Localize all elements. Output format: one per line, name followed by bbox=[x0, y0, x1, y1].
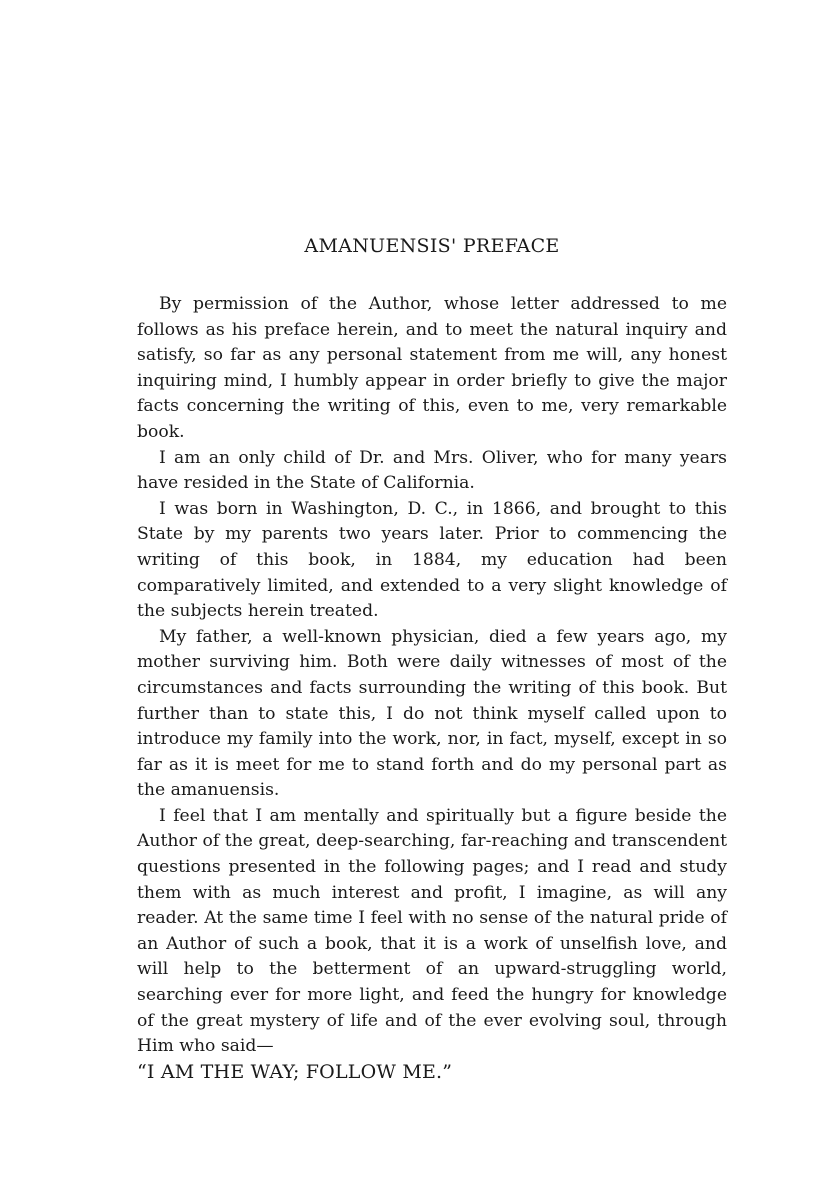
paragraph-5: I feel that I am mentally and spiritually but a figure beside the Author of the great, deep-searching, far-reaching and transcendent questions presented in the following pages; and I read and study them with as much interest and profit, I imagine, as will any reader. At the same time I feel with no sense of the natural pride of an Author of such a book, that it is a work of unselfish love, and will help to the betterment of an upward-struggling world, searching ever for more light, and feed the hungry for knowledge of the great mystery of life and of the ever evolving soul, through Him who said— bbox=[137, 805, 727, 1057]
page-body bbox=[137, 232, 727, 1084]
paragraph-4: My father, a well-known physician, died a few years ago, my mother surviving him. Both were daily witnesses of most of the circumstances and facts surrounding the writing of this book. But further than to state this, I do not think myself called upon to introduce my family into the work, nor, in fact, myself, except in so far as it is meet for me to stand forth and do my personal part as the amanuensis. bbox=[137, 626, 727, 801]
closing-quote: “I AM THE WAY; FOLLOW ME.” bbox=[137, 1060, 453, 1083]
paragraph-1: By permission of the Author, whose letter addressed to me follows as his preface herein, and to meet the natural inquiry and satisfy, so far as any personal statement from me will, any honest inquiring mind, I humbly appear in order briefly to give the major facts concerning the writing of this, even to me, very remarkable book. bbox=[137, 294, 727, 442]
page-title: AMANUENSIS' PREFACE bbox=[304, 235, 560, 257]
paragraph-3: I was born in Washington, D. C., in 1866, and brought to this State by my parents two years later. Prior to commencing the writing of this book, in 1884, my education had been comparatively limited, and extended to a very slight knowledge of the subjects herein treated. bbox=[137, 498, 727, 622]
paragraph-2: I am an only child of Dr. and Mrs. Oliver, who for many years have resided in the State of California. bbox=[137, 447, 727, 494]
